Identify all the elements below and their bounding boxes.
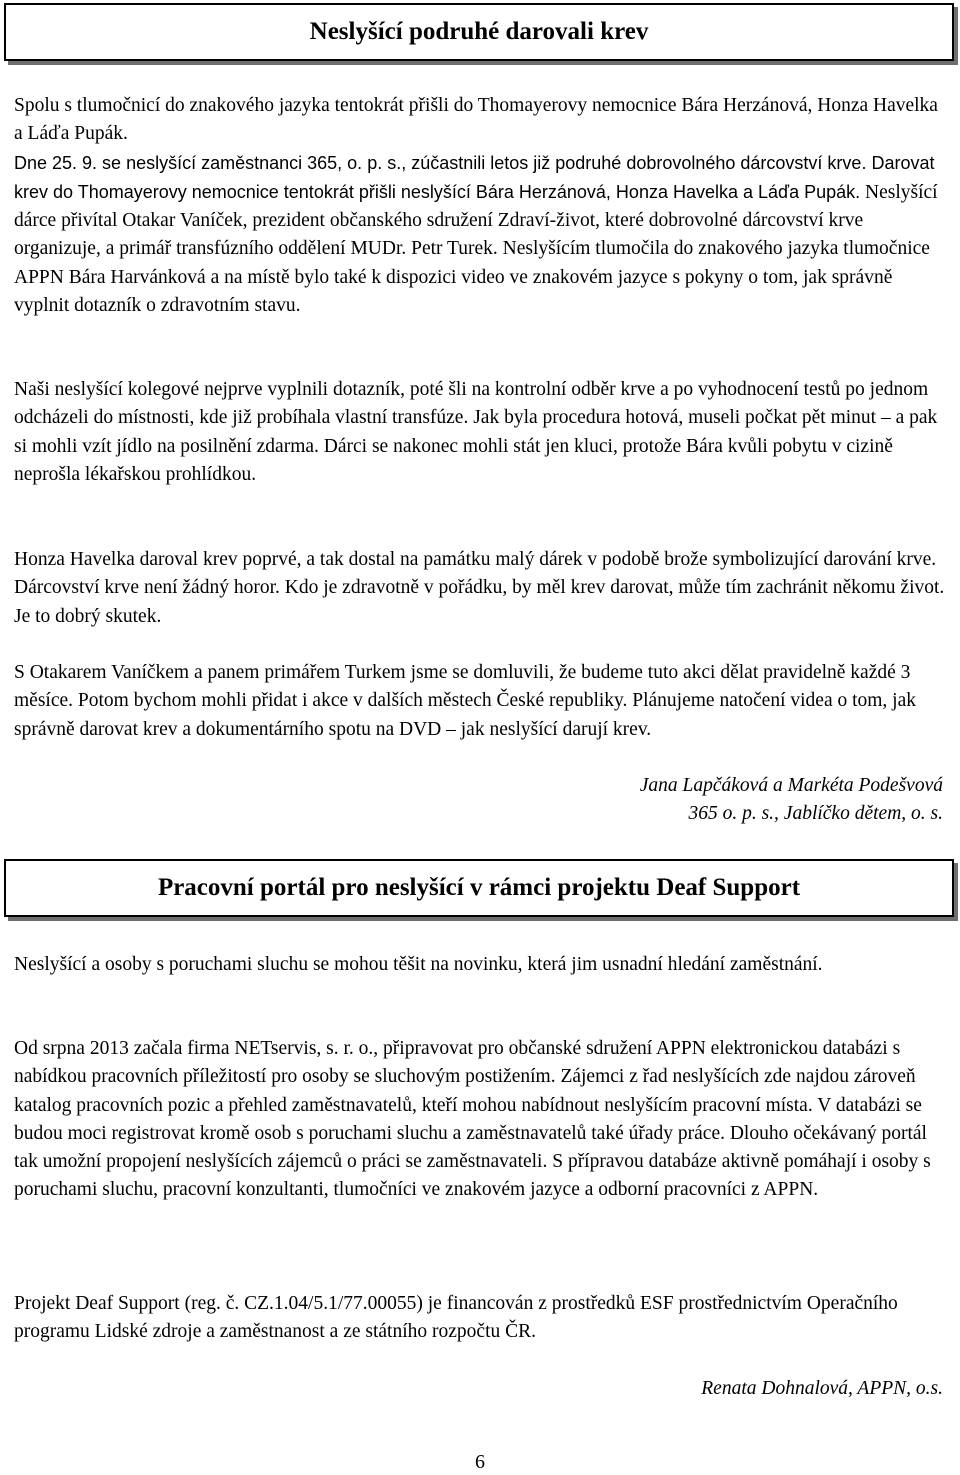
article1-intro-sans-text: Dne 25. 9. se neslyšící zaměstnanci 365, o. p. s., zúčastnili letos již podruhé dobrovolného dárcovství krve. Darovat krev do Thomayerovy nemocnice tentokrát přišli neslyšící Bára Herzánová, Honza Havelka a Láďa Pupák.	[14, 152, 935, 202]
article2-signature: Renata Dohnalová, APPN, o.s.	[701, 1378, 943, 1399]
article1-paragraph-4: S Otakarem Vaníčkem a panem primářem Turkem jsme se domluvili, že budeme tuto akci dělat pravidelně každé 3 měsíce. Potom bychom mohli přidat i akce v dalších městech České republiky. Plánujeme natočení videa o tom, jak správně darovat krev a dokumentárního spotu na DVD – jak neslyšící darují krev.	[14, 662, 917, 740]
page-number: 6	[475, 1451, 485, 1473]
article1-intro-serif-text: Neslyšící dárce přivítal Otakar Vaníček, prezident občanského sdružení Zdraví-život, které dobrovolné dárcovství krve organizuje, a primář transfúzního oddělení MUDr. Petr Turek. Neslyšícím tlumočila do znakového jazyka tlumočnice APPN Bára Harvánková a na místě bylo také k dispozici video ve znakovém jazyce s pokyny o tom, jak správně vyplnit dotazník o zdravotním stavu.	[14, 181, 938, 317]
article1-title: Neslyšící podruhé darovali krev	[309, 18, 649, 45]
article1-paragraph-1	[14, 92, 946, 320]
article1-paragraph-3: Honza Havelka daroval krev poprvé, a tak dostal na památku malý dárek v podobě brože symbolizující darování krve. Dárcovství krve není žádný horor. Kdo je zdravotně v pořádku, by měl krev darovat, může tím zachránit někomu život. Je to dobrý skutek.	[14, 549, 945, 627]
article2-paragraph-2: Od srpna 2013 začala firma NETservis, s. r. o., připravovat pro občanské sdružení APPN elektronickou databázi s nabídkou pracovních příležitostí pro osoby se sluchovým postižením. Zájemci z řad neslyšících zde najdou zároveň katalog pracovních pozic a přehled zaměstnavatelů, kteří mohou nabídnout neslyšícím pracovní místa. V databázi se budou moci registrovat kromě osob s poruchami sluchu a zaměstnavatelů také úřady práce. Dlouho očekávaný portál tak umožní propojení neslyšících zájemců o práci se zaměstnavateli. S přípravou databáze aktivně pomáhají i osoby s poruchami sluchu, pracovní konzultanti, tlumočníci ve znakovém jazyce a odborní pracovníci z APPN.	[14, 1038, 931, 1201]
article1-intro-text: Spolu s tlumočnicí do znakového jazyka tentokrát přišli do Thomayerovy nemocnice Bára Herzánová, Honza Havelka a Láďa Pupák.	[14, 95, 938, 145]
article1-signature-organizations: 365 o. p. s., Jablíčko dětem, o. s.	[688, 803, 943, 824]
article1-signature-authors: Jana Lapčáková a Markéta Podešvová	[639, 775, 943, 796]
article2-paragraph-1: Neslyšící a osoby s poruchami sluchu se mohou těšit na novinku, která jim usnadní hledání zaměstnání.	[14, 954, 823, 975]
article2-paragraph-3: Projekt Deaf Support (reg. č. CZ.1.04/5.1/77.00055) je financován z prostředků ESF prostřednictvím Operačního programu Lidské zdroje a zaměstnanost a ze státního rozpočtu ČR.	[14, 1293, 898, 1343]
article1-paragraph-2: Naši neslyšící kolegové nejprve vyplnili dotazník, poté šli na kontrolní odběr krve a po vyhodnocení testů po jednom odcházeli do místnosti, kde již probíhala vlastní transfúze. Jak byla procedura hotová, museli počkat pět minut – a pak si mohli vzít jídlo na posilnění zdarma. Dárci se nakonec mohli stát jen kluci, protože Bára kvůli pobytu v cizině neprošla lékařskou prohlídkou.	[14, 379, 938, 485]
article2-title-box	[4, 859, 954, 917]
article1-title-box	[4, 3, 954, 61]
article2-title: Pracovní portál pro neslyšící v rámci projektu Deaf Support	[157, 874, 801, 901]
